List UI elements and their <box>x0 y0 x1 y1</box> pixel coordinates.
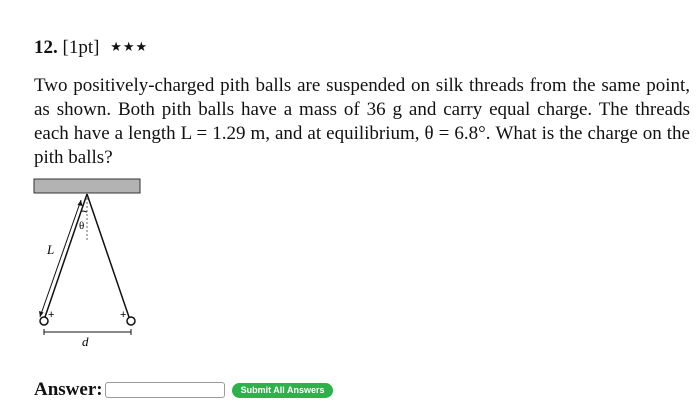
answer-row <box>34 377 333 403</box>
left-thread <box>44 194 87 320</box>
submit-all-answers-button[interactable]: Submit All Answers <box>232 383 334 398</box>
angle-arc <box>81 211 87 212</box>
left-pith-ball <box>40 317 48 325</box>
answer-label: Answer: <box>34 379 103 400</box>
difficulty-stars-icon: ★★★ <box>110 40 149 55</box>
length-dimension-line <box>40 200 81 317</box>
right-charge-sign: + <box>120 309 127 321</box>
left-charge-sign: + <box>48 309 55 321</box>
answer-input[interactable] <box>105 382 225 398</box>
pith-ball-diagram <box>26 172 156 352</box>
angle-label: θ <box>79 220 85 232</box>
length-arrow-bottom-icon <box>39 311 44 317</box>
right-pith-ball <box>127 317 135 325</box>
problem-points: [1pt] <box>62 37 100 58</box>
ceiling-bar <box>34 179 140 193</box>
right-thread <box>87 194 130 320</box>
question-text: Two positively-charged pith balls are suspended on silk threads from the same point, as shown. Both pith balls have a mass of 36 g and carry equal charge. The threads each have a length L = 1.29 m, and at equilibrium, θ = 6.8°. What is the charge on the pith balls? <box>34 75 690 168</box>
distance-label: d <box>82 334 89 349</box>
length-arrow-top-icon <box>78 200 83 206</box>
length-label: L <box>47 242 55 257</box>
problem-header <box>34 36 148 62</box>
problem-number: 12. <box>34 37 58 58</box>
